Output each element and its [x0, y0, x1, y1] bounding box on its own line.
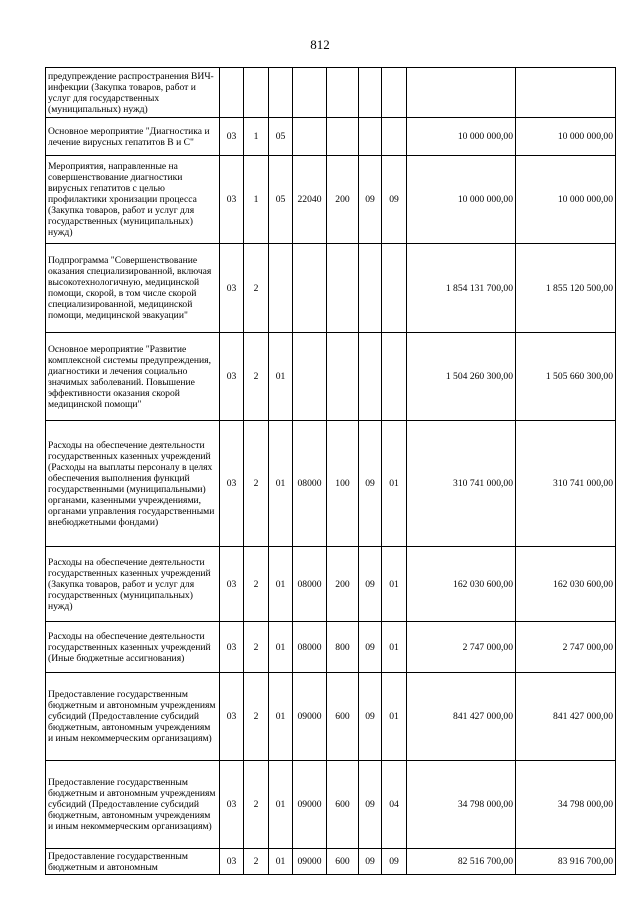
cell-code-1: 03	[220, 333, 244, 421]
cell-code-6	[359, 68, 382, 118]
cell-code-6: 09	[359, 421, 382, 547]
page-number: 812	[310, 37, 330, 52]
cell-amount-2: 10 000 000,00	[516, 118, 616, 156]
cell-amount-2: 1 855 120 500,00	[516, 244, 616, 333]
table-row	[46, 849, 616, 875]
row-name: Предоставление государственным бюджетным и автономным	[46, 849, 220, 875]
cell-code-2: 2	[244, 547, 269, 622]
cell-code-5: 600	[327, 849, 359, 875]
row-name: предупреждение распространения ВИЧ-инфекции (Закупка товаров, работ и услуг для государственных (муниципальных) нужд)	[46, 68, 220, 118]
cell-amount-2: 310 741 000,00	[516, 421, 616, 547]
cell-code-5: 200	[327, 156, 359, 244]
cell-code-2: 1	[244, 118, 269, 156]
table-row	[46, 156, 616, 244]
cell-amount-1: 82 516 700,00	[407, 849, 516, 875]
cell-code-7: 04	[382, 761, 407, 849]
cell-code-4: 09000	[293, 673, 327, 761]
cell-amount-1: 841 427 000,00	[407, 673, 516, 761]
cell-code-3: 01	[269, 673, 293, 761]
cell-code-6: 09	[359, 622, 382, 673]
cell-amount-2: 1 505 660 300,00	[516, 333, 616, 421]
row-name: Предоставление государственным бюджетным и автономным учреждениям субсидий (Предоставление субсидий бюджетным, автономным учреждениям и иным некоммерческим организациям)	[46, 673, 220, 761]
cell-code-6: 09	[359, 547, 382, 622]
cell-code-4	[293, 244, 327, 333]
cell-code-6	[359, 333, 382, 421]
cell-code-6	[359, 118, 382, 156]
cell-code-1: 03	[220, 849, 244, 875]
cell-code-2: 2	[244, 673, 269, 761]
row-name: Подпрограмма "Совершенствование оказания специализированной, включая высокотехнологичную, медицинской помощи, скорой, в том числе скорой специализированной, медицинской помощи, медицинской эвакуации"	[46, 244, 220, 333]
cell-code-4	[293, 68, 327, 118]
cell-amount-1: 310 741 000,00	[407, 421, 516, 547]
cell-amount-2: 83 916 700,00	[516, 849, 616, 875]
cell-code-3: 01	[269, 849, 293, 875]
cell-code-2: 2	[244, 333, 269, 421]
table-row	[46, 761, 616, 849]
cell-code-1: 03	[220, 761, 244, 849]
cell-code-1: 03	[220, 156, 244, 244]
table-row	[46, 333, 616, 421]
cell-code-4	[293, 333, 327, 421]
cell-code-5	[327, 68, 359, 118]
cell-code-4: 09000	[293, 849, 327, 875]
cell-code-7: 01	[382, 673, 407, 761]
cell-code-7: 01	[382, 622, 407, 673]
cell-code-4: 08000	[293, 547, 327, 622]
row-name: Основное мероприятие "Диагностика и лечение вирусных гепатитов В и С"	[46, 118, 220, 156]
cell-code-2: 2	[244, 244, 269, 333]
cell-code-7	[382, 118, 407, 156]
cell-amount-1: 1 854 131 700,00	[407, 244, 516, 333]
cell-code-6: 09	[359, 156, 382, 244]
table-row	[46, 68, 616, 118]
cell-code-2: 2	[244, 761, 269, 849]
cell-code-1	[220, 68, 244, 118]
cell-code-6: 09	[359, 849, 382, 875]
cell-code-3: 01	[269, 622, 293, 673]
cell-code-7: 09	[382, 849, 407, 875]
cell-code-3	[269, 68, 293, 118]
cell-amount-2: 34 798 000,00	[516, 761, 616, 849]
cell-code-3: 01	[269, 761, 293, 849]
cell-amount-1: 1 504 260 300,00	[407, 333, 516, 421]
cell-code-6	[359, 244, 382, 333]
cell-code-5	[327, 333, 359, 421]
cell-code-3: 01	[269, 421, 293, 547]
cell-amount-2: 2 747 000,00	[516, 622, 616, 673]
cell-code-7: 01	[382, 547, 407, 622]
row-name: Расходы на обеспечение деятельности государственных казенных учреждений (Иные бюджетные ассигнования)	[46, 622, 220, 673]
row-name: Мероприятия, направленные на совершенствование диагностики вирусных гепатитов с целью профилактики хронизации процесса (Закупка товаров, работ и услуг для государственных (муниципальных) нужд)	[46, 156, 220, 244]
table-row	[46, 673, 616, 761]
cell-code-1: 03	[220, 622, 244, 673]
cell-code-2: 2	[244, 421, 269, 547]
cell-code-7	[382, 68, 407, 118]
cell-code-5: 600	[327, 761, 359, 849]
cell-amount-1	[407, 68, 516, 118]
cell-code-3: 05	[269, 156, 293, 244]
cell-code-5	[327, 118, 359, 156]
cell-amount-2: 10 000 000,00	[516, 156, 616, 244]
cell-code-1: 03	[220, 244, 244, 333]
cell-code-5: 100	[327, 421, 359, 547]
cell-code-3: 01	[269, 547, 293, 622]
cell-code-5: 800	[327, 622, 359, 673]
cell-code-4: 22040	[293, 156, 327, 244]
cell-code-4	[293, 118, 327, 156]
cell-amount-1: 2 747 000,00	[407, 622, 516, 673]
row-name: Предоставление государственным бюджетным и автономным учреждениям субсидий (Предоставление субсидий бюджетным, автономным учреждениям и иным некоммерческим организациям)	[46, 761, 220, 849]
budget-table	[45, 67, 616, 875]
cell-code-7	[382, 244, 407, 333]
cell-code-1: 03	[220, 547, 244, 622]
cell-code-5: 200	[327, 547, 359, 622]
cell-code-4: 08000	[293, 622, 327, 673]
cell-code-6: 09	[359, 761, 382, 849]
table-row	[46, 622, 616, 673]
cell-code-2	[244, 68, 269, 118]
table-row	[46, 118, 616, 156]
row-name: Расходы на обеспечение деятельности государственных казенных учреждений (Расходы на выплаты персоналу в целях обеспечения выполнения функций государственными (муниципальными) органами, казенными учреждениями, органами управления государственными внебюджетными фондами)	[46, 421, 220, 547]
cell-code-3	[269, 244, 293, 333]
cell-code-1: 03	[220, 118, 244, 156]
cell-code-4: 09000	[293, 761, 327, 849]
cell-code-2: 1	[244, 156, 269, 244]
cell-code-2: 2	[244, 622, 269, 673]
cell-code-6: 09	[359, 673, 382, 761]
cell-amount-1: 10 000 000,00	[407, 156, 516, 244]
cell-code-3: 01	[269, 333, 293, 421]
table-row	[46, 244, 616, 333]
cell-code-7: 09	[382, 156, 407, 244]
cell-code-1: 03	[220, 421, 244, 547]
cell-code-2: 2	[244, 849, 269, 875]
row-name: Расходы на обеспечение деятельности государственных казенных учреждений (Закупка товаров, работ и услуг для государственных (муниципальных) нужд)	[46, 547, 220, 622]
cell-amount-2	[516, 68, 616, 118]
cell-code-7: 01	[382, 421, 407, 547]
cell-code-4: 08000	[293, 421, 327, 547]
cell-code-5	[327, 244, 359, 333]
table-row	[46, 421, 616, 547]
cell-code-1: 03	[220, 673, 244, 761]
cell-amount-1: 10 000 000,00	[407, 118, 516, 156]
table-row	[46, 547, 616, 622]
cell-amount-2: 841 427 000,00	[516, 673, 616, 761]
cell-amount-2: 162 030 600,00	[516, 547, 616, 622]
row-name: Основное мероприятие "Развитие комплексной системы предупреждения, диагностики и лечения социально значимых заболеваний. Повышение эффективности оказания скорой медицинской помощи"	[46, 333, 220, 421]
cell-code-7	[382, 333, 407, 421]
cell-amount-1: 162 030 600,00	[407, 547, 516, 622]
cell-code-5: 600	[327, 673, 359, 761]
cell-code-3: 05	[269, 118, 293, 156]
cell-amount-1: 34 798 000,00	[407, 761, 516, 849]
